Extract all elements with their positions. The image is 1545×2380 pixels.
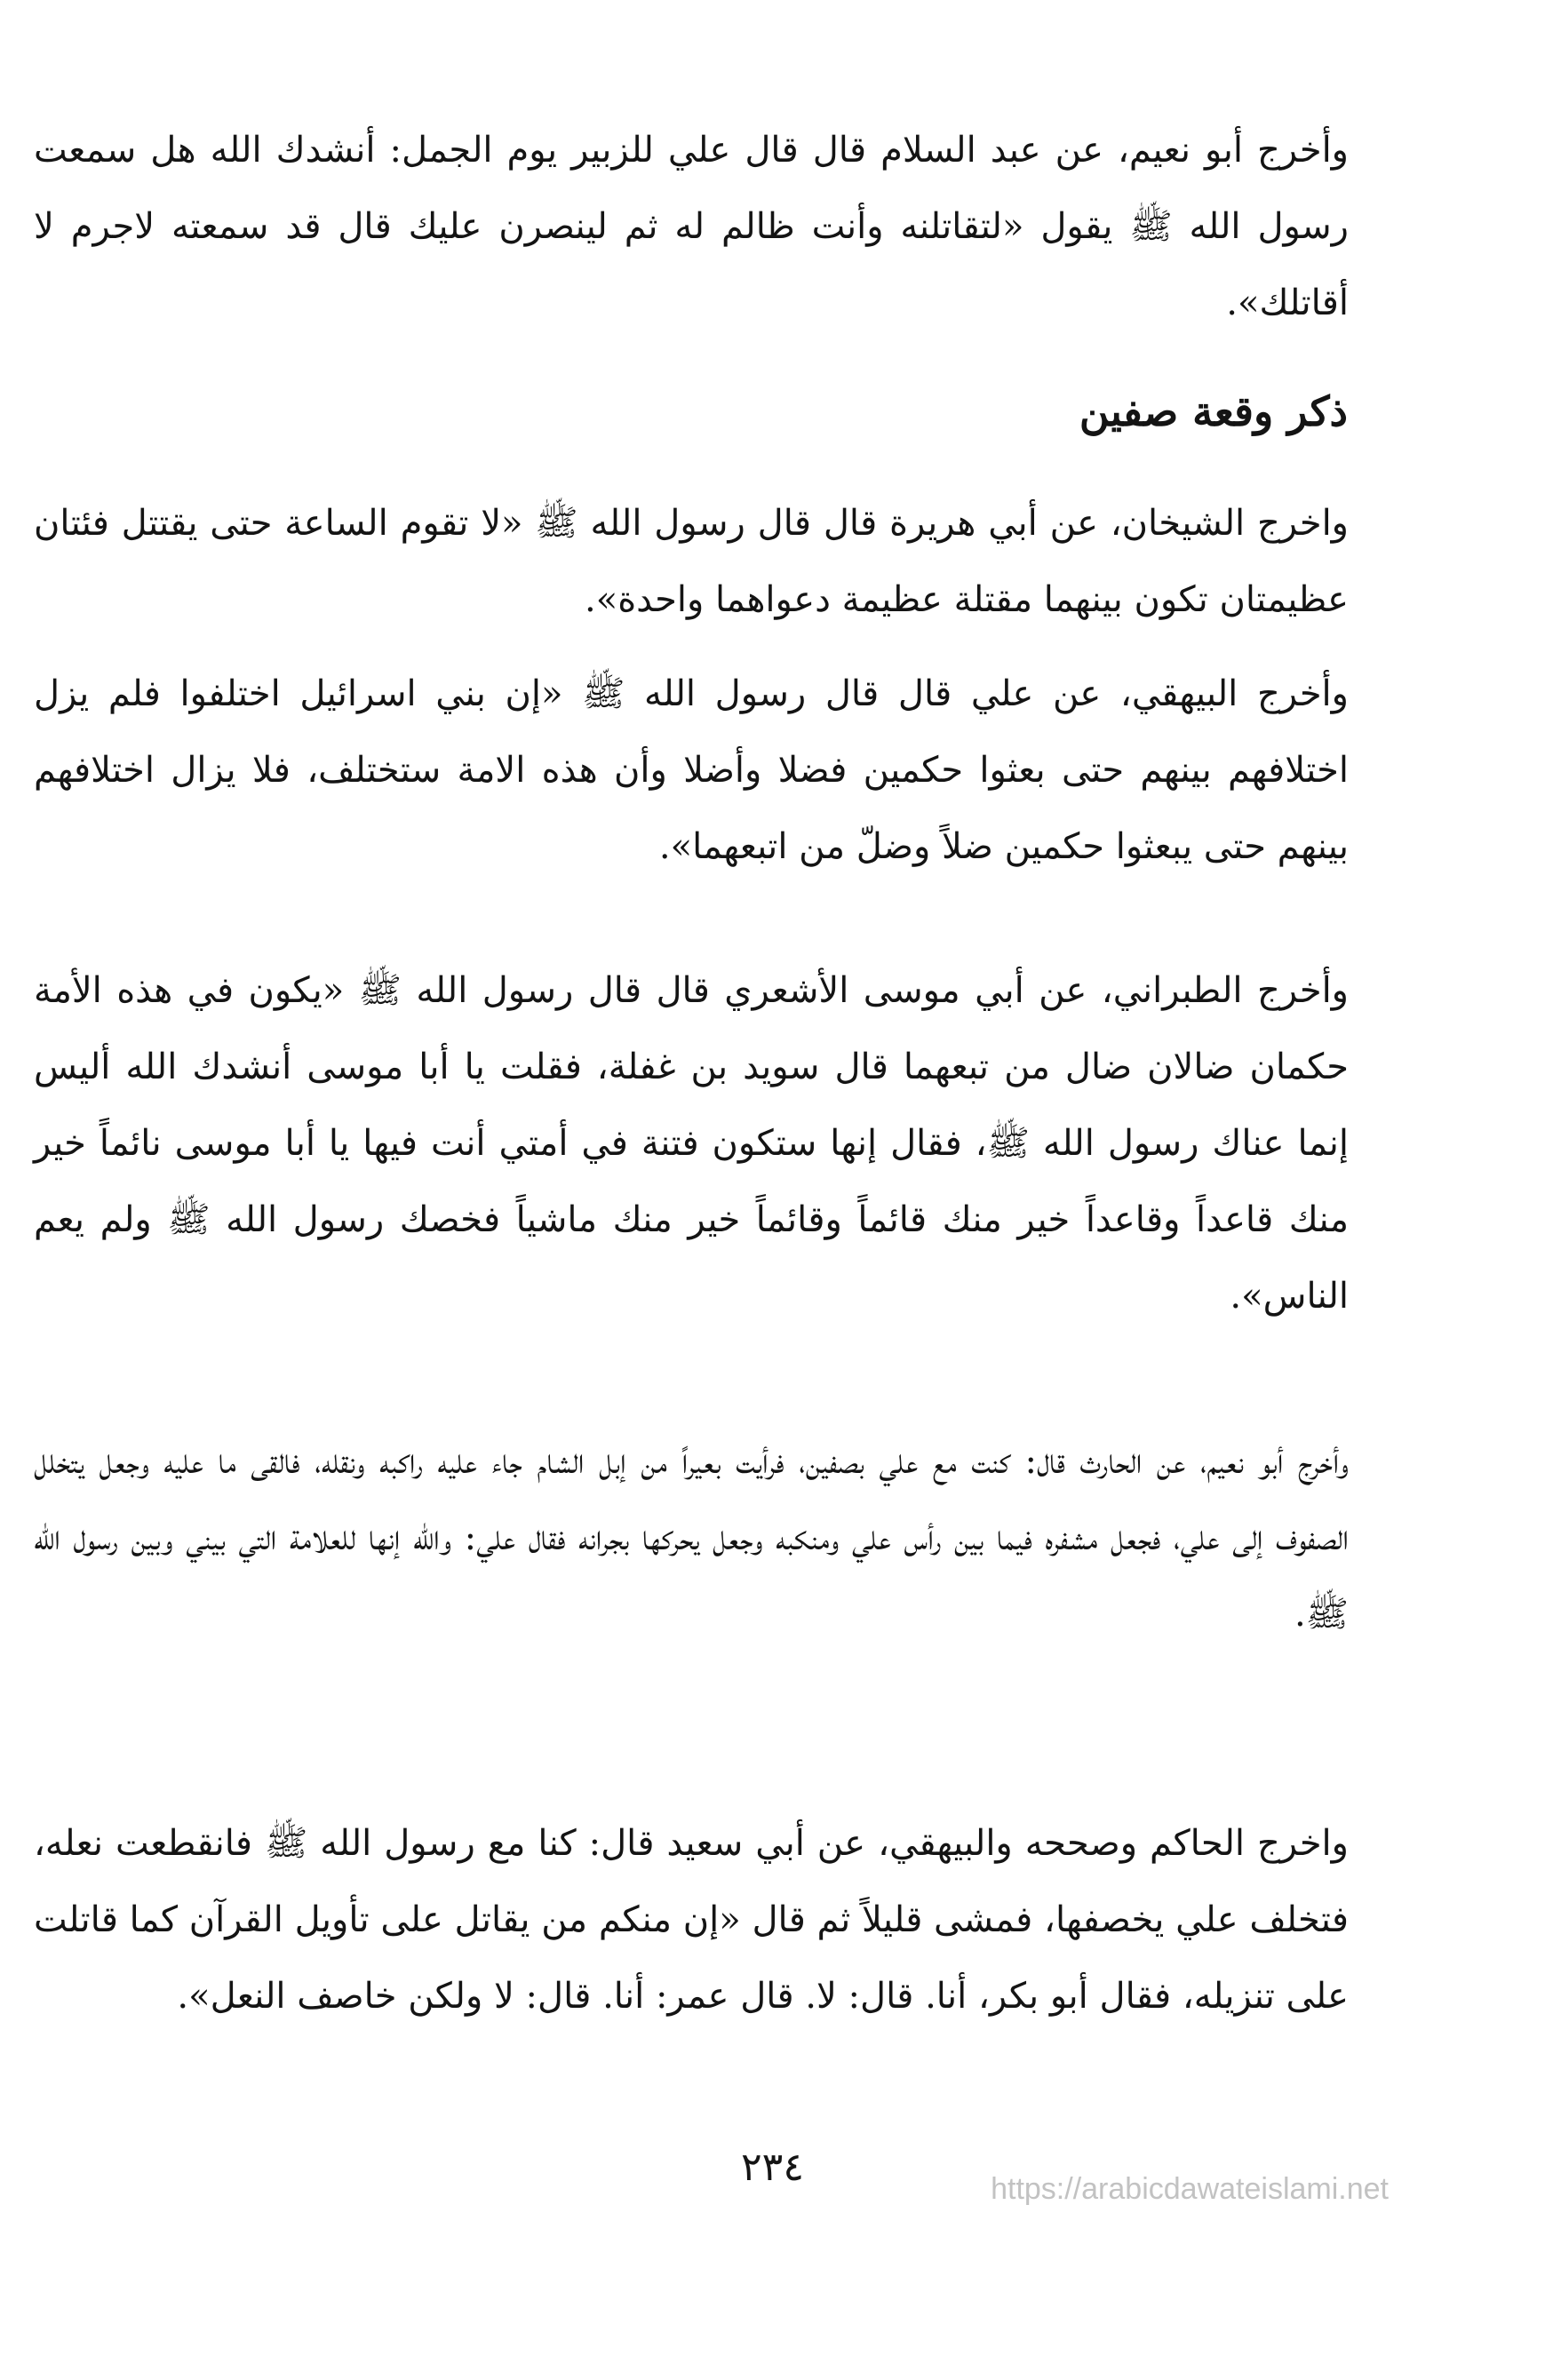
- paragraph-two-groups: واخرج الشيخان، عن أبي هريرة قال قال رسول الله ﷺ «لا تقوم الساعة حتى يقتتل فئتان عظيمتان تكون بينهما مقتلة عظيمة دعواهما واحدة».: [34, 503, 1349, 620]
- paragraph-camel-siffin: وأخرج أبو نعيم، عن الحارث قال: كنت مع علي بصفين، فرأيت بعيراً من إبل الشام جاء عليه راكبه ونقله، فالقى ما عليه وجعل يتخلل الصفوف إلى علي، فجعل مشفره فيما بين رأس علي ومنكبه وجعل يحركها بجرانه فقال علي: والله إنها للعلامة التي بيني وبين رسول الله ﷺ.: [34, 1441, 1350, 1635]
- paragraph-abu-musa: وأخرج الطبراني، عن أبي موسى الأشعري قال قال رسول الله ﷺ «يكون في هذه الأمة حكمان ضالان ضال من تبعهما قال سويد بن غفلة، فقلت يا أبا موسى أنشدك الله أليس إنما عناك رسول الله ﷺ، فقال إنها ستكون فتنة في أمتي أنت فيها يا أبا موسى نائماً خير منك قاعداً وقاعداً خير منك قائماً وقائماً خير منك ماشياً فخصك رسول الله ﷺ ولم يعم الناس».: [34, 970, 1349, 1317]
- watermark-url: https://arabicdawateislami.net: [991, 2172, 1389, 2206]
- paragraph-two-arbiters: وأخرج البيهقي، عن علي قال قال رسول الله ﷺ «إن بني اسرائيل اختلفوا فلم يزل اختلافهم بينهم حتى بعثوا حكمين فضلا وأضلا وأن هذه الامة ستختلف، فلا يزال اختلافهم بينهم حتى يبعثوا حكمين ضلاً وضلّ من اتبعهما».: [34, 673, 1349, 867]
- paragraph-zubair-jamal: وأخرج أبو نعيم، عن عبد السلام قال قال علي للزبير يوم الجمل: أنشدك الله هل سمعت رسول الله ﷺ يقول «لتقاتلنه وأنت ظالم له ثم لينصرن عليك قال قد سمعته لاجرم لا أقاتلك».: [34, 130, 1349, 323]
- section-heading-siffin: ذكر وقعة صفين: [1079, 387, 1348, 435]
- paragraph-sandal-mender: واخرج الحاكم وصححه والبيهقي، عن أبي سعيد قال: كنا مع رسول الله ﷺ فانقطعت نعله، فتخلف علي يخصفها، فمشى قليلاً ثم قال «إن منكم من يقاتل على تأويل القرآن كما قاتلت على تنزيله، فقال أبو بكر، أنا. قال: لا. قال عمر: أنا. قال: لا ولكن خاصف النعل».: [34, 1823, 1349, 2017]
- page-number: ٢٣٤: [741, 2145, 804, 2190]
